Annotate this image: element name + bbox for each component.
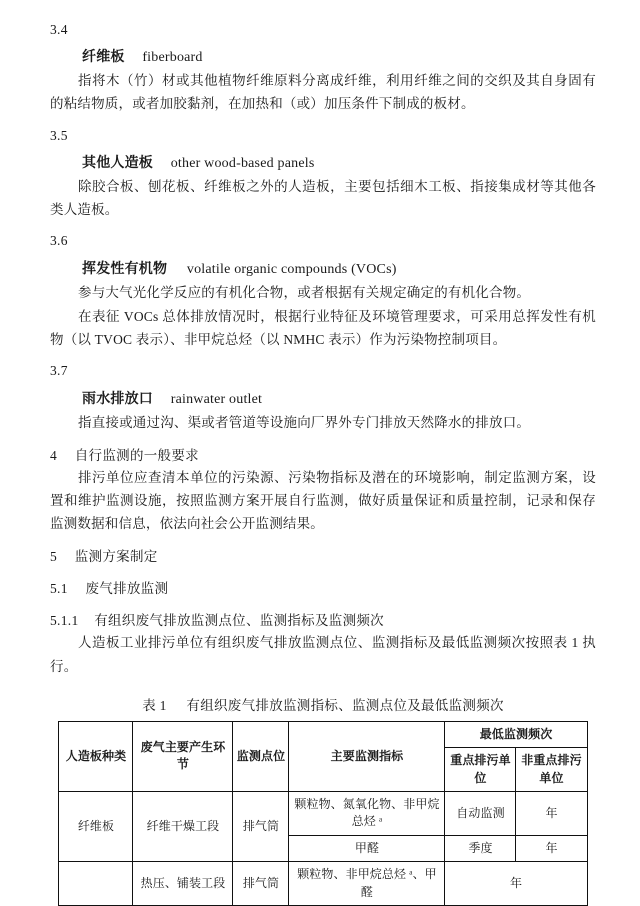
- paragraph-3-4-1: 指将木（竹）材或其他植物纤维原料分离成纤维，利用纤维之间的交织及其自身固有的粘结物质，或者加胶黏剂，在加热和（或）加压条件下制成的板材。: [50, 73, 596, 112]
- term-en-3-5: other wood-based panels: [170, 155, 315, 171]
- cell-freq-3: 年: [445, 862, 587, 906]
- heading-4-number: 4: [50, 447, 58, 463]
- cell-panel-type-empty: [59, 862, 133, 906]
- cell-indicators-3: 颗粒物、非甲烷总烃 ᵃ、甲醛: [289, 862, 445, 906]
- cell-stage-fiber-drying: 纤维干燥工段: [133, 792, 233, 862]
- header-nonkey-unit: 非重点排污单位: [516, 748, 587, 792]
- table-header-row-1: [59, 721, 587, 747]
- header-panel-type: 人造板种类: [59, 721, 133, 791]
- term-zh-3-5: 其他人造板: [82, 155, 153, 171]
- cell-freq-nonkey-1: 年: [516, 792, 587, 836]
- cell-freq-nonkey-2: 年: [516, 835, 587, 861]
- term-zh-3-4: 纤维板: [82, 50, 125, 66]
- table-caption: [50, 694, 596, 714]
- heading-5-1-number: 5.1: [50, 581, 68, 597]
- paragraph-3-6-2: 在表征 VOCs 总体排放情况时，根据行业特征及环境管理要求，可采用总挥发性有机物（以 TVOC 表示）、非甲烷总烃（以 NMHC 表示）作为污染物控制项目。: [50, 308, 596, 348]
- section-number-3-5: 3.5: [50, 127, 68, 143]
- header-emission-stage: 废气主要产生环节: [133, 721, 233, 791]
- term-en-3-4: fiberboard: [142, 50, 203, 66]
- heading-5-text: 监测方案制定: [74, 549, 158, 565]
- header-min-frequency: 最低监测频次: [445, 721, 587, 747]
- monitoring-table: [58, 721, 587, 906]
- cell-point-stack-1: 排气筒: [233, 792, 289, 862]
- paragraph-3-6-1: 参与大气光化学反应的有机化合物，或者根据有关规定确定的有机化合物。: [78, 284, 531, 300]
- term-heading-3-5: [50, 152, 596, 172]
- term-zh-3-6: 挥发性有机物: [82, 261, 168, 277]
- cell-panel-type-fiberboard: 纤维板: [59, 792, 133, 862]
- cell-point-stack-2: 排气筒: [233, 862, 289, 906]
- cell-stage-hotpress: 热压、铺装工段: [133, 862, 233, 906]
- heading-5-1: [50, 577, 596, 597]
- table-caption-text: 有组织废气排放监测指标、监测点位及最低监测频次: [186, 697, 504, 713]
- paragraph-4-1: 排污单位应查清本单位的污染源、污染物指标及潜在的环境影响，制定监测方案，设置和维护监测设施，按照监测方案开展自行监测，做好质量保证和质量控制，记录和保存监测数据和信息，依法向社会公开监测结果。: [50, 469, 596, 532]
- term-en-3-6: volatile organic compounds (VOCs): [186, 261, 397, 277]
- cell-freq-key-2: 季度: [445, 835, 516, 861]
- header-monitoring-point: 监测点位: [233, 721, 289, 791]
- term-heading-3-4: [50, 46, 596, 66]
- paragraph-3-7-1: 指直接或通过沟、渠或者管道等设施向厂界外专门排放天然降水的排放口。: [78, 414, 531, 430]
- term-en-3-7: rainwater outlet: [170, 391, 263, 407]
- heading-5-1-1: [50, 609, 596, 629]
- paragraph-3-5-1: 除胶合板、刨花板、纤维板之外的人造板，主要包括细木工板、指接集成材等其他各类人造板。: [50, 178, 596, 218]
- heading-4: [50, 444, 596, 464]
- cell-indicators-1: 颗粒物、氮氧化物、非甲烷总烃 ᵃ: [289, 792, 445, 836]
- table-row: [59, 862, 587, 906]
- section-number-3-7: 3.7: [50, 363, 68, 379]
- term-zh-3-7: 雨水排放口: [82, 391, 153, 407]
- term-heading-3-6: [50, 258, 596, 278]
- header-key-unit: 重点排污单位: [445, 748, 516, 792]
- table-body: [59, 792, 587, 906]
- paragraph-5-1-1: 人造板工业排污单位有组织废气排放监测点位、监测指标及最低监测频次按照表 1 执行。: [50, 635, 596, 674]
- table-caption-label: 表 1: [142, 697, 167, 713]
- table-header: [59, 721, 587, 791]
- cell-freq-key-1: 自动监测: [445, 792, 516, 836]
- heading-5-1-1-number: 5.1.1: [50, 613, 79, 629]
- heading-4-text: 自行监测的一般要求: [74, 447, 199, 463]
- heading-5-number: 5: [50, 549, 58, 565]
- table-row: [59, 792, 587, 836]
- heading-5: [50, 545, 596, 565]
- heading-5-1-1-text: 有组织废气排放监测点位、监测指标及监测频次: [94, 613, 384, 629]
- section-number-3-4: 3.4: [50, 22, 68, 37]
- heading-5-1-text: 废气排放监测: [85, 581, 169, 597]
- header-main-indicators: 主要监测指标: [289, 721, 445, 791]
- term-heading-3-7: [50, 388, 596, 408]
- cell-indicators-2: 甲醛: [289, 835, 445, 861]
- section-number-3-6: 3.6: [50, 233, 68, 249]
